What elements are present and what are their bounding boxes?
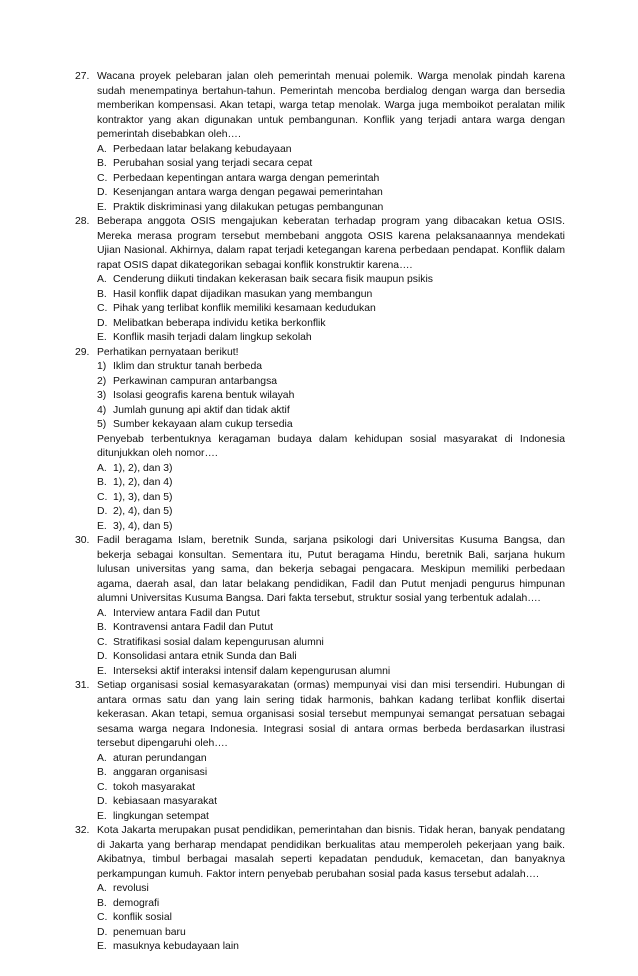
option-label: B. — [97, 622, 107, 633]
option-text: 1), 2), dan 3) — [113, 462, 173, 474]
answer-option — [97, 476, 565, 491]
option-label: C. — [97, 781, 108, 793]
question-stem: Setiap organisasi sosial kemasyarakatan (ormas) mempunyai visi dan misi tersendiri. Hubungan di antara ormas satu dan yang lain sering tidak harmonis, bahkan kadang terlibat konflik disertai kekerasan. Akan tetapi, semua organisasi sosial tersebut mempunyai semangat persatuan sebagai sesama warga negara Indonesia. Integrasi sosial di antara ormas berbeda berdasarkan ilustrasi tersebut dipengaruhi oleh…. — [97, 680, 565, 749]
option-label: B. — [97, 897, 107, 909]
answer-option — [97, 940, 565, 955]
answer-option — [97, 926, 565, 941]
answer-option — [97, 331, 565, 346]
option-label: A. — [97, 752, 107, 764]
answer-option — [97, 186, 565, 201]
option-text: Konsolidasi antara etnik Sunda dan Bali — [113, 651, 297, 662]
answer-option — [97, 897, 565, 912]
answer-option — [97, 795, 565, 810]
option-text: tokoh masyarakat — [113, 781, 196, 793]
statement-item — [97, 418, 565, 433]
option-text: 3), 4), dan 5) — [113, 520, 173, 532]
answer-option — [97, 810, 565, 825]
statement-text: Isolasi geografis karena bentuk wilayah — [113, 390, 295, 401]
option-label: C. — [97, 303, 108, 314]
option-label: B. — [97, 767, 107, 778]
option-text: konflik sosial — [113, 912, 172, 923]
option-label: E. — [97, 665, 107, 677]
question-number: 31. — [75, 680, 90, 691]
option-label: D. — [97, 926, 108, 938]
option-label: D. — [97, 317, 108, 329]
answer-option — [97, 621, 565, 636]
option-text: Interseksi aktif interaksi intensif dalam kepengurusan alumni — [113, 665, 391, 677]
option-text: lingkungan setempat — [113, 810, 209, 822]
question-stem-continued: Penyebab terbentuknya keragaman budaya dalam kehidupan sosial masyarakat di Indonesia ditunjukkan oleh nomor…. — [97, 433, 565, 459]
answer-option — [97, 665, 565, 680]
question-stem: Fadil beragama Islam, beretnik Sunda, sarjana psikologi dari Universitas Kusuma Bangsa, dan bekerja sebagai konsultan. Sementara itu, Putut beragama Hindu, beretnik Bali, sarjana hukum lulusan universitas yang sama, dan bekerja sebagai pengacara. Meskipun memiliki perbedaan agama, daerah asal, dan latar belakang pendidikan, Fadil dan Putut menjadi pengurus himpunan alumni Universitas Kusuma Bangsa. Dari fakta tersebut, struktur sosial yang terbentuk adalah…. — [97, 535, 565, 604]
answer-option — [97, 505, 565, 520]
answer-option — [97, 273, 565, 288]
option-label: A. — [97, 607, 107, 619]
option-label: C. — [97, 912, 108, 923]
question-stem: Kota Jakarta merupakan pusat pendidikan, pemerintahan dan bisnis. Tidak heran, banyak pendatang di Jakarta yang berharap mendapat pendidikan berkualitas atau memperoleh pekerjaan yang baik. Akibatnya, timbul berbagai masalah seperti kepadatan penduduk, kemacetan, dan banyaknya perkampungan kumuh. Faktor intern penyebab perubahan sosial pada kasus tersebut adalah…. — [97, 825, 565, 880]
statement-item — [97, 389, 565, 404]
option-text: Cenderung diikuti tindakan kekerasan baik secara fisik maupun psikis — [113, 274, 433, 285]
option-text: Perbedaan latar belakang kebudayaan — [113, 143, 292, 155]
question-stem: Beberapa anggota OSIS mengajukan keberatan terhadap program yang dibacakan ketua OSIS. Mereka merasa program tersebut membebani anggota OSIS karena pelaksanaannya mendekati Ujian Nasional. Akhirnya, dalam rapat terjadi ketegangan karena perbedaan pendapat. Konflik dalam rapat OSIS dapat dikategorikan sebagai konflik konstruktir karena…. — [97, 216, 565, 271]
option-label: B. — [97, 158, 107, 169]
answer-option — [97, 288, 565, 303]
option-text: kebiasaan masyarakat — [113, 796, 217, 807]
question-stem: Wacana proyek pelebaran jalan oleh pemerintah menuai polemik. Warga menolak pindah karena sudah menempatinya bertahun-tahun. Pemerintah mencoba berdialog dengan warga dan bersedia memberikan kompensasi. Akan tetapi, warga tetap menolak. Warga juga memboikot peralatan milik kontraktor yang akan digunakan untuk pembangunan. Konflik yang terjadi antara warga dengan pemerintah disebabkan oleh…. — [97, 71, 565, 140]
answer-option — [97, 302, 565, 317]
option-text: 1), 3), dan 5) — [113, 491, 173, 503]
answer-option — [97, 172, 565, 187]
option-label: A. — [97, 462, 107, 474]
option-label: B. — [97, 288, 107, 300]
option-label: C. — [97, 636, 108, 648]
statement-label: 4) — [97, 404, 107, 416]
statement-text: Jumlah gunung api aktif dan tidak aktif — [113, 404, 290, 416]
option-label: E. — [97, 810, 107, 822]
answer-option — [97, 650, 565, 665]
option-label: E. — [97, 941, 107, 952]
statement-label: 3) — [97, 390, 107, 401]
option-text: Perubahan sosial yang terjadi secara cepat — [113, 158, 313, 169]
statement-label: 1) — [97, 361, 107, 372]
question-29 — [75, 346, 565, 535]
option-label: E. — [97, 201, 107, 213]
option-label: D. — [97, 506, 108, 517]
option-text: Hasil konflik dapat dijadikan masukan yang membangun — [113, 288, 373, 300]
option-text: Kontravensi antara Fadil dan Putut — [113, 622, 273, 633]
option-text: Interview antara Fadil dan Putut — [113, 607, 260, 619]
answer-option — [97, 201, 565, 216]
option-label: C. — [97, 491, 108, 503]
option-label: D. — [97, 651, 108, 662]
option-text: Perbedaan kepentingan antara warga dengan pemerintah — [113, 172, 380, 184]
option-label: D. — [97, 187, 108, 198]
option-text: Praktik diskriminasi yang dilakukan petugas pembangunan — [113, 201, 384, 213]
answer-option — [97, 781, 565, 796]
question-number: 32. — [75, 825, 90, 836]
statement-label: 5) — [97, 419, 107, 430]
answer-option — [97, 752, 565, 767]
question-number: 30. — [75, 535, 90, 546]
answer-option — [97, 157, 565, 172]
option-text: 2), 4), dan 5) — [113, 506, 173, 517]
question-31 — [75, 679, 565, 824]
statement-label: 2) — [97, 375, 107, 387]
answer-option — [97, 491, 565, 506]
question-27 — [75, 70, 565, 215]
option-text: revolusi — [113, 883, 149, 894]
option-text: Melibatkan beberapa individu ketika berkonflik — [113, 317, 326, 329]
statement-item — [97, 360, 565, 375]
option-text: Stratifikasi sosial dalam kepengurusan alumni — [113, 636, 324, 648]
option-label: D. — [97, 796, 108, 807]
option-text: Kesenjangan antara warga dengan pegawai pemerintahan — [113, 187, 383, 198]
option-text: anggaran organisasi — [113, 767, 208, 778]
statement-item — [97, 404, 565, 419]
answer-option — [97, 607, 565, 622]
question-28 — [75, 215, 565, 346]
option-label: B. — [97, 477, 107, 488]
answer-option — [97, 636, 565, 651]
option-text: masuknya kebudayaan lain — [113, 941, 239, 952]
option-label: A. — [97, 883, 107, 894]
question-list — [75, 70, 565, 955]
answer-option — [97, 766, 565, 781]
statement-text: Perkawinan campuran antarbangsa — [113, 375, 278, 387]
answer-option — [97, 520, 565, 535]
question-number: 29. — [75, 346, 90, 358]
statement-text: Iklim dan struktur tanah berbeda — [113, 361, 263, 372]
option-label: A. — [97, 143, 107, 155]
option-text: 1), 2), dan 4) — [113, 477, 173, 488]
option-text: Konflik masih terjadi dalam lingkup sekolah — [113, 332, 312, 343]
question-stem: Perhatikan pernyataan berikut! — [97, 346, 239, 358]
option-label: E. — [97, 332, 107, 343]
answer-option — [97, 462, 565, 477]
option-text: aturan perundangan — [113, 752, 207, 764]
option-label: C. — [97, 172, 108, 184]
option-text: demografi — [113, 897, 160, 909]
answer-option — [97, 911, 565, 926]
option-text: penemuan baru — [113, 926, 186, 938]
question-30 — [75, 534, 565, 679]
answer-option — [97, 143, 565, 158]
option-label: E. — [97, 520, 107, 532]
answer-option — [97, 317, 565, 332]
option-text: Pihak yang terlibat konflik memiliki kesamaan kedudukan — [113, 303, 376, 314]
question-32 — [75, 824, 565, 955]
question-number: 27. — [75, 71, 90, 82]
option-label: A. — [97, 274, 107, 285]
answer-option — [97, 882, 565, 897]
question-number: 28. — [75, 216, 90, 227]
statement-text: Sumber kekayaan alam cukup tersedia — [113, 419, 293, 430]
statement-item — [97, 375, 565, 390]
